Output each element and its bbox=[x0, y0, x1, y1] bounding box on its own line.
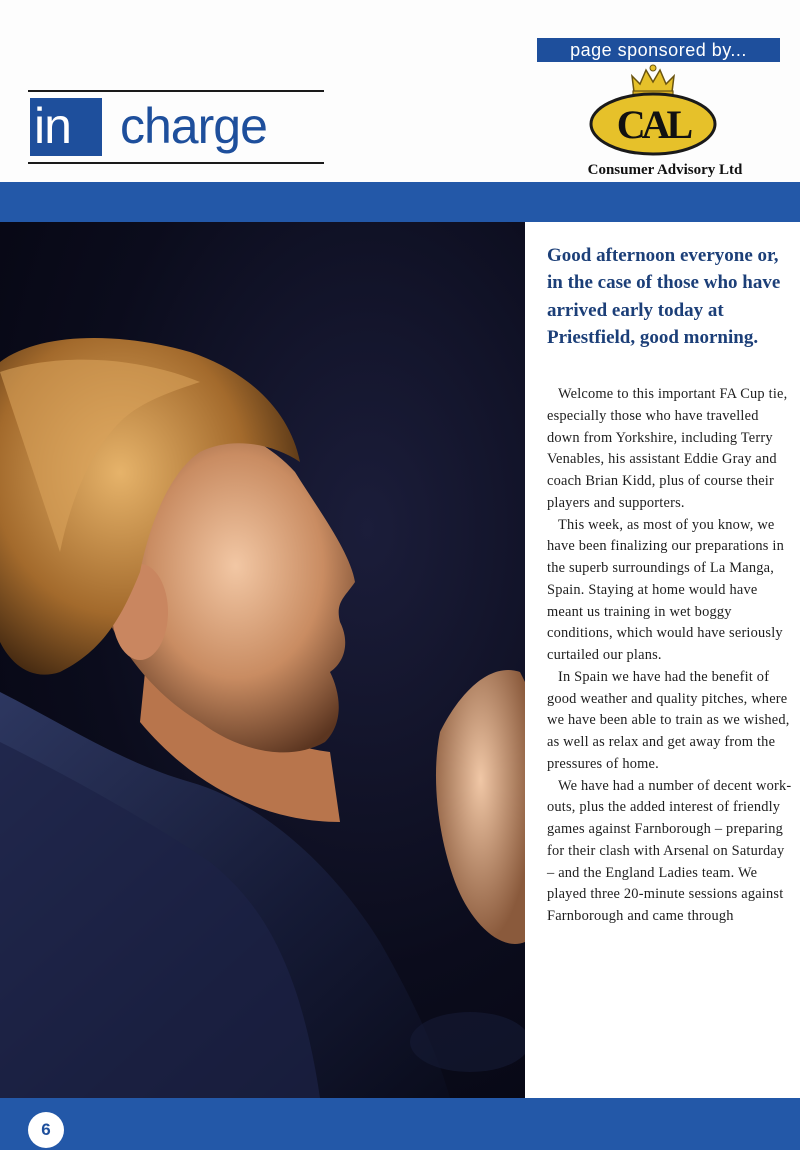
crown-icon bbox=[632, 65, 674, 97]
masthead-title-charge: charge bbox=[120, 98, 267, 154]
sponsor-logo bbox=[588, 62, 718, 158]
sponsor-company-name: Consumer Advisory Ltd bbox=[587, 162, 743, 178]
sponsor-label: page sponsored by... bbox=[537, 38, 780, 62]
page-number: 6 bbox=[28, 1112, 64, 1148]
blue-band-top bbox=[0, 182, 800, 222]
blue-band-bottom bbox=[0, 1098, 800, 1150]
masthead-title-in: in bbox=[34, 98, 71, 154]
section-masthead bbox=[28, 90, 324, 164]
article-column bbox=[525, 222, 800, 1098]
manager-illustration bbox=[0, 222, 525, 1098]
logo-letters: CAL bbox=[616, 102, 690, 147]
article-paragraph: We have had a number of decent work-outs, plus the added interest of friendly games against Farnborough – preparing for their clash with Arsenal on Saturday – and the England Ladies team. We played three 20-minute sessions against Farnborough and came through bbox=[547, 777, 792, 924]
article-body bbox=[547, 384, 793, 928]
masthead-rule-bottom bbox=[28, 162, 324, 164]
article-paragraph: Welcome to this important FA Cup tie, especially those who have travelled down from Yorkshire, including Terry Venables, his assistant Eddie Gray and coach Brian Kidd, plus of course their players and supporters. bbox=[547, 386, 788, 511]
article-lead: Good afternoon everyone or, in the case of those who have arrived early today at Priestfield, good morning. bbox=[547, 245, 781, 349]
article-paragraph: This week, as most of you know, we have been finalizing our preparations in the superb surroundings of La Manga, Spain. Staying at home would have meant us training in wet boggy conditions, which would have seriously curtailed our plans. bbox=[547, 516, 784, 663]
article-paragraph: In Spain we have had the benefit of good weather and quality pitches, where we have been able to train as we wished, as well as relax and get away from the pressures of home. bbox=[547, 668, 790, 772]
manager-photo bbox=[0, 222, 525, 1098]
masthead-rule-top bbox=[28, 90, 324, 92]
